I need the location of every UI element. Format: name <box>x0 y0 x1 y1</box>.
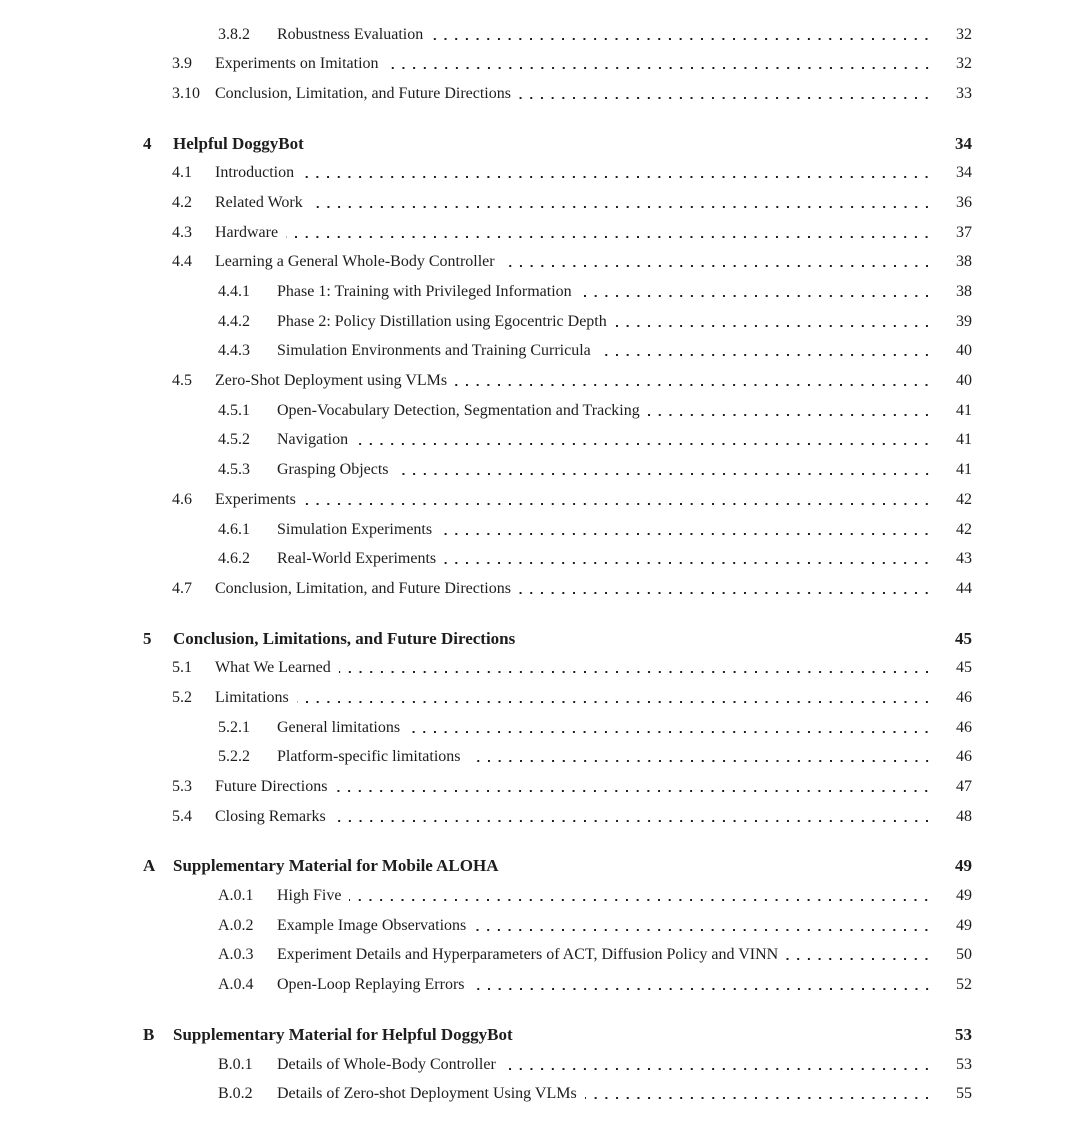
entry-title: Conclusion, Limitations, and Future Directions <box>173 628 516 648</box>
toc-entry-5-3[interactable] <box>0 772 972 802</box>
toc-entry-a-0-1[interactable] <box>0 881 972 911</box>
entry-title: Zero-Shot Deployment using VLMs <box>215 372 448 390</box>
dot-leader <box>519 574 932 604</box>
entry-title: Conclusion, Limitation, and Future Directions <box>215 579 511 597</box>
entry-page-number: 45 <box>956 659 972 677</box>
entry-title: Platform-specific limitations <box>277 748 461 766</box>
entry-title: Simulation Environments and Training Curricula <box>277 342 591 360</box>
entry-number: 4.6 <box>172 490 192 508</box>
entry-number: A.0.3 <box>218 946 254 964</box>
entry-page-number: 53 <box>956 1055 972 1073</box>
toc-entry-a-0-3[interactable] <box>0 940 972 970</box>
entry-number: 4.4 <box>172 253 192 271</box>
toc-entry-b[interactable] <box>0 1020 972 1050</box>
entry-number: 4.1 <box>172 164 192 182</box>
dot-leader <box>349 881 932 911</box>
dot-leader <box>469 742 932 772</box>
toc-entry-4-3[interactable] <box>0 218 972 248</box>
dot-leader <box>356 425 932 455</box>
entry-title: What We Learned <box>215 659 331 677</box>
dot-leader <box>431 20 932 50</box>
entry-number: 4 <box>143 133 152 153</box>
dot-leader <box>599 336 932 366</box>
entry-page-number: 36 <box>956 193 972 211</box>
dot-leader <box>339 653 932 683</box>
entry-number: 5.3 <box>172 778 192 795</box>
entry-title: Closing Remarks <box>215 807 326 825</box>
toc-entry-5-2[interactable] <box>0 683 972 713</box>
toc-entry-4-1[interactable] <box>0 158 972 188</box>
dot-leader <box>335 772 932 802</box>
entry-page-number: 42 <box>956 490 972 508</box>
entry-page-number: 34 <box>956 164 972 182</box>
toc-entry-4-5[interactable] <box>0 366 972 396</box>
dot-leader <box>473 970 932 1000</box>
dot-leader <box>504 1050 932 1080</box>
dot-leader <box>615 307 932 337</box>
entry-page-number: 47 <box>956 778 972 795</box>
dot-leader <box>455 366 932 396</box>
entry-number: 4.5.1 <box>218 401 250 419</box>
entry-title: Example Image Observations <box>277 916 467 934</box>
entry-number: B.0.1 <box>218 1055 253 1073</box>
dot-leader <box>440 515 932 545</box>
entry-title: Open-Loop Replaying Errors <box>277 976 465 994</box>
entry-number: 4.3 <box>172 223 192 241</box>
toc-entry-a[interactable] <box>0 851 972 881</box>
entry-number: A <box>143 856 156 876</box>
dot-leader <box>397 455 932 485</box>
entry-number: B <box>143 1024 155 1044</box>
entry-title: Details of Whole-Body Controller <box>277 1055 496 1073</box>
entry-page-number: 49 <box>956 887 972 905</box>
entry-number: 4.5 <box>172 372 192 390</box>
entry-page-number: 41 <box>956 401 972 419</box>
entry-title: Supplementary Material for Helpful DoggyBot <box>173 1024 513 1044</box>
dot-leader <box>311 188 932 218</box>
entry-number: 3.8.2 <box>218 25 250 43</box>
entry-page-number: 38 <box>956 253 972 271</box>
entry-page-number: 44 <box>956 579 972 597</box>
entry-page-number: 40 <box>956 342 972 360</box>
entry-title: Simulation Experiments <box>277 520 433 538</box>
entry-title: Experiments on Imitation <box>215 55 379 73</box>
entry-page-number: 38 <box>956 283 972 300</box>
entry-page-number: 39 <box>956 312 972 330</box>
entry-title: Related Work <box>215 193 303 211</box>
dot-leader <box>503 247 932 277</box>
entry-number: 5 <box>143 628 152 648</box>
entry-title: Grasping Objects <box>277 461 389 479</box>
toc-entry-4-5-2[interactable] <box>0 425 972 455</box>
toc-entry-4-2[interactable] <box>0 188 972 218</box>
entry-number: 5.2.2 <box>218 748 250 766</box>
toc-entry-3-10[interactable] <box>0 79 972 109</box>
entry-page-number: 41 <box>956 461 972 479</box>
entry-title: Details of Zero-shot Deployment Using VLMs <box>277 1085 577 1103</box>
entry-title: Hardware <box>215 223 279 241</box>
entry-title: Navigation <box>277 431 349 449</box>
toc-entry-4-4-1[interactable] <box>0 277 972 307</box>
entry-number: A.0.1 <box>218 887 254 905</box>
dot-leader <box>387 49 932 79</box>
toc-entry-a-0-4[interactable] <box>0 970 972 1000</box>
toc-entry-5-1[interactable] <box>0 653 972 683</box>
toc-entry-4-5-3[interactable] <box>0 455 972 485</box>
entry-number: 4.4.3 <box>218 342 250 360</box>
entry-page-number: 50 <box>956 946 972 964</box>
entry-page-number: 32 <box>956 55 972 73</box>
entry-number: 4.6.1 <box>218 520 250 538</box>
entry-page-number: 46 <box>956 748 972 766</box>
entry-number: 5.2 <box>172 688 192 706</box>
entry-title: Open-Vocabulary Detection, Segmentation and Tracking <box>277 401 640 419</box>
entry-page-number: 34 <box>955 133 972 153</box>
entry-page-number: 49 <box>955 856 972 876</box>
dot-leader <box>408 713 932 743</box>
entry-number: A.0.2 <box>218 916 254 934</box>
toc-entry-4-4-2[interactable] <box>0 307 972 337</box>
entry-title: Experiment Details and Hyperparameters of ACT, Diffusion Policy and VINN <box>277 946 779 964</box>
entry-page-number: 46 <box>956 688 972 706</box>
entry-title: Future Directions <box>215 778 328 795</box>
toc-entry-3-9[interactable] <box>0 49 972 79</box>
entry-title: Phase 2: Policy Distillation using Egocentric Depth <box>277 312 607 330</box>
entry-number: 4.6.2 <box>218 550 250 568</box>
dot-leader <box>286 218 932 248</box>
entry-page-number: 48 <box>956 807 972 825</box>
entry-title: Experiments <box>215 490 296 508</box>
entry-page-number: 37 <box>956 223 972 241</box>
entry-title: Helpful DoggyBot <box>173 133 304 153</box>
entry-page-number: 43 <box>956 550 972 568</box>
entry-page-number: 46 <box>956 718 972 736</box>
toc-entry-5-2-1[interactable] <box>0 713 972 743</box>
entry-number: 4.4.1 <box>218 283 250 300</box>
toc-entry-4-4[interactable] <box>0 247 972 277</box>
entry-number: A.0.4 <box>218 976 254 994</box>
entry-page-number: 49 <box>956 916 972 934</box>
dot-leader <box>297 683 932 713</box>
entry-number: 4.2 <box>172 193 192 211</box>
entry-title: Introduction <box>215 164 295 182</box>
dot-leader <box>580 277 932 307</box>
dot-leader <box>786 940 932 970</box>
entry-page-number: 32 <box>956 25 972 43</box>
dot-leader <box>312 129 932 159</box>
dot-leader <box>474 911 932 941</box>
entry-page-number: 41 <box>956 431 972 449</box>
toc-entry-4-4-3[interactable] <box>0 336 972 366</box>
entry-page-number: 42 <box>956 520 972 538</box>
entry-number: 5.2.1 <box>218 718 250 736</box>
entry-title: Supplementary Material for Mobile ALOHA <box>173 856 499 876</box>
entry-number: 5.4 <box>172 807 192 825</box>
entry-number: 3.9 <box>172 55 192 73</box>
entry-number: 4.5.3 <box>218 461 250 479</box>
toc-entry-4-6[interactable] <box>0 485 972 515</box>
dot-leader <box>304 485 932 515</box>
toc-entry-4-6-2[interactable] <box>0 544 972 574</box>
entry-title: Limitations <box>215 688 289 706</box>
dot-leader <box>523 624 932 654</box>
entry-number: 4.7 <box>172 579 192 597</box>
dot-leader <box>507 851 933 881</box>
dot-leader <box>334 802 932 832</box>
toc-entry-4-7[interactable] <box>0 574 972 604</box>
entry-number: 4.4.2 <box>218 312 250 330</box>
entry-title: General limitations <box>277 718 401 736</box>
toc-entry-5[interactable] <box>0 624 972 654</box>
dot-leader <box>585 1079 932 1109</box>
table-of-contents <box>0 20 972 1109</box>
entry-page-number: 55 <box>956 1085 972 1103</box>
entry-title: Phase 1: Training with Privileged Information <box>277 283 572 300</box>
dot-leader <box>519 79 932 109</box>
entry-page-number: 40 <box>956 372 972 390</box>
toc-entry-b-0-1[interactable] <box>0 1050 972 1080</box>
entry-title: Robustness Evaluation <box>277 25 424 43</box>
toc-entry-4-6-1[interactable] <box>0 515 972 545</box>
entry-number: 5.1 <box>172 659 192 677</box>
toc-entry-4[interactable] <box>0 129 972 159</box>
entry-title: Real-World Experiments <box>277 550 437 568</box>
entry-page-number: 52 <box>956 976 972 994</box>
toc-entry-b-0-2[interactable] <box>0 1079 972 1109</box>
entry-number: 4.5.2 <box>218 431 250 449</box>
entry-title: Conclusion, Limitation, and Future Directions <box>215 84 511 102</box>
entry-page-number: 33 <box>956 84 972 102</box>
toc-entry-5-2-2[interactable] <box>0 742 972 772</box>
entry-page-number: 53 <box>955 1024 972 1044</box>
toc-entry-a-0-2[interactable] <box>0 911 972 941</box>
dot-leader <box>444 544 932 574</box>
dot-leader <box>648 396 932 426</box>
entry-title: Learning a General Whole-Body Controller <box>215 253 495 271</box>
entry-number: B.0.2 <box>218 1085 253 1103</box>
entry-title: High Five <box>277 887 342 905</box>
entry-number: 3.10 <box>172 84 200 102</box>
toc-entry-3-8-2[interactable] <box>0 20 972 50</box>
toc-entry-4-5-1[interactable] <box>0 396 972 426</box>
dot-leader <box>302 158 932 188</box>
dot-leader <box>521 1020 932 1050</box>
entry-page-number: 45 <box>955 628 972 648</box>
toc-entry-5-4[interactable] <box>0 802 972 832</box>
